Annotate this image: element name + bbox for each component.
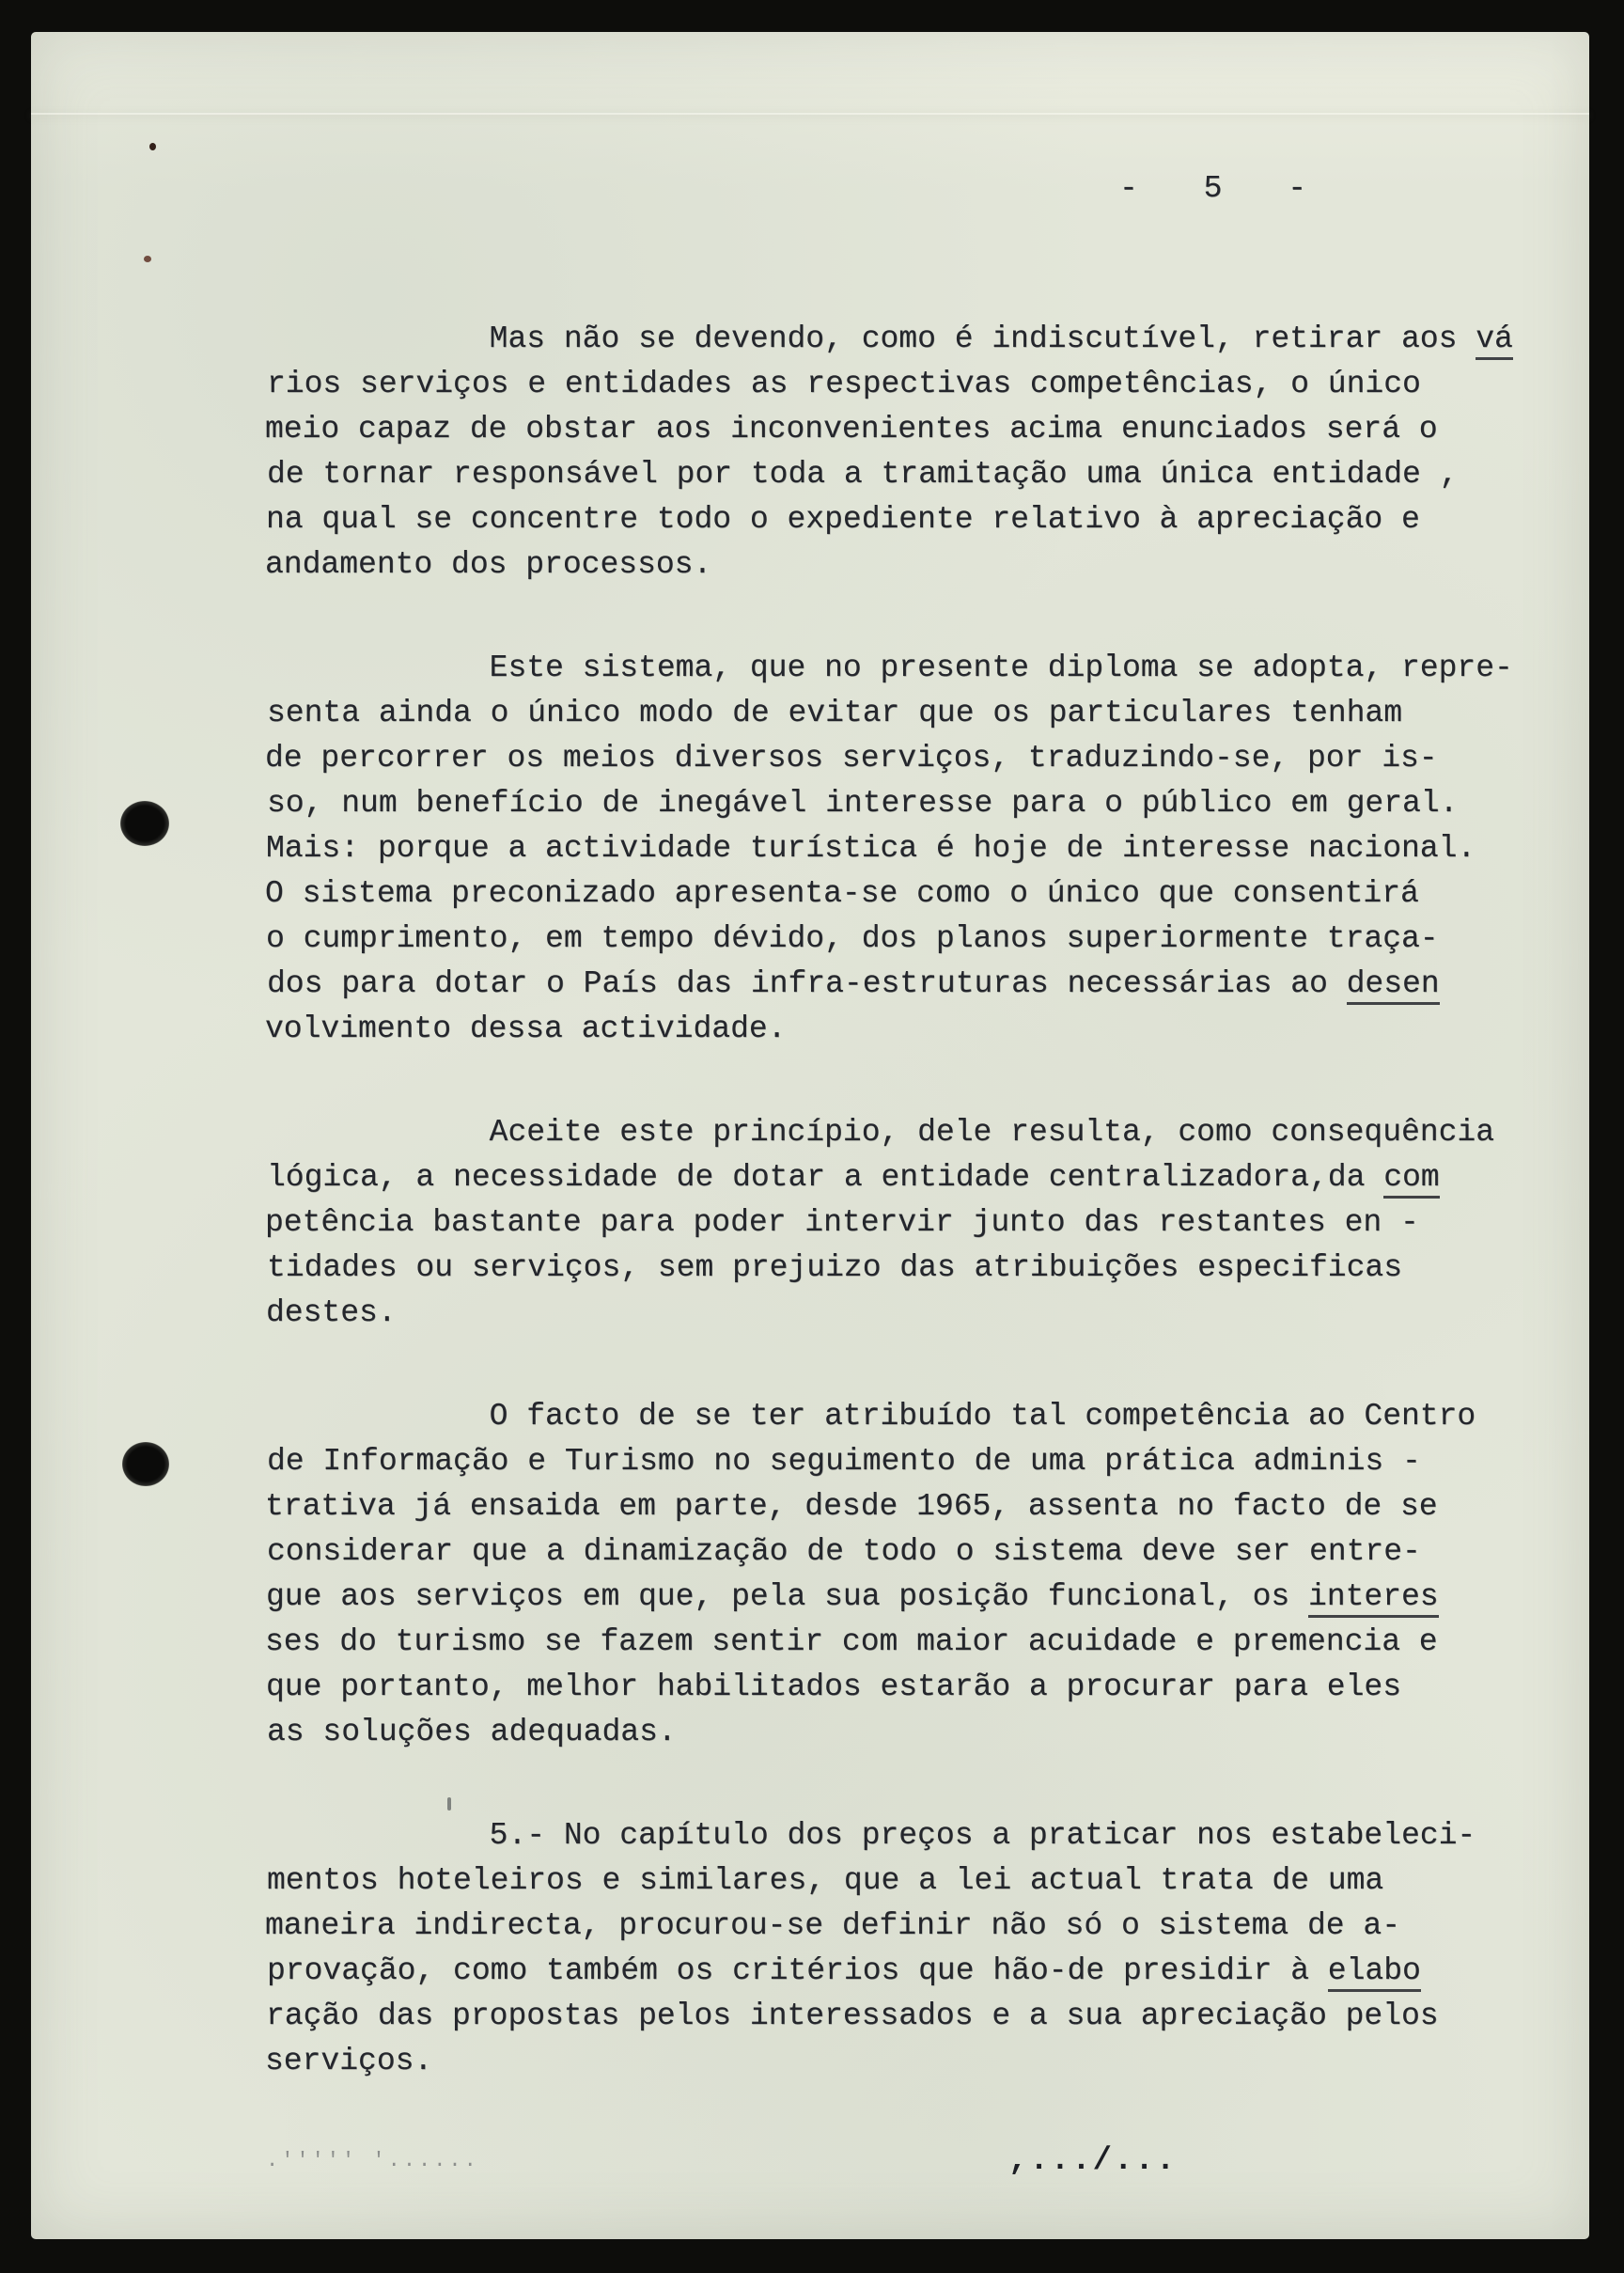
text-line: volvimento dessa actividade. [265, 1011, 787, 1046]
text-line: lógica, a necessidade de dotar a entidade centralizadora,da com [267, 1155, 1545, 1200]
paragraph [266, 1110, 1544, 1336]
hole-punch-bottom [122, 1442, 169, 1486]
text-line: considerar que a dinamização de todo o sistema deve ser entre- [267, 1534, 1421, 1569]
continuation-mark: ,.../... [1008, 2143, 1178, 2179]
text-line: meio capaz de obstar aos inconvenientes acima enunciados será o [265, 412, 1438, 447]
text-line: Mas não se devendo, como é indiscutível, retirar aos vá [266, 317, 1544, 362]
text-line: O facto de se ter atribuído tal competência ao Centro [266, 1399, 1476, 1434]
paragraph [266, 1813, 1544, 2084]
text-line: andamento dos processos. [265, 547, 712, 582]
text-line: Este sistema, que no presente diploma se adopta, repre- [266, 651, 1513, 685]
paper-speck [149, 143, 156, 150]
text-line: destes. [266, 1295, 397, 1330]
hole-punch-top [120, 801, 169, 846]
text-line: Mais: porque a actividade turística é hoje de interesse nacional. [266, 831, 1476, 866]
text-line: rios serviços e entidades as respectivas competências, o único [267, 367, 1421, 401]
paper-speck [447, 1797, 451, 1811]
page-number: - 5 - [1119, 171, 1307, 206]
text-line: dos para dotar o País das infra-estruturas necessárias ao desen [267, 962, 1545, 1007]
text-line: serviços. [265, 2044, 433, 2078]
text-line: maneira indirecta, procurou-se definir não só o sistema de a- [265, 1908, 1400, 1943]
text-line: senta ainda o único modo de evitar que os particulares tenham [267, 696, 1402, 730]
document-page [31, 32, 1589, 2239]
text-line: de percorrer os meios diversos serviços, traduzindo-se, por is- [265, 741, 1438, 776]
text-line: que portanto, melhor habilitados estarão a procurar para eles [266, 1669, 1401, 1704]
text-line: ração das propostas pelos interessados e a sua apreciação pelos [266, 1999, 1439, 2033]
paragraph [266, 1394, 1544, 1755]
text-line: o cumprimento, em tempo dévido, dos planos superiormente traça- [266, 921, 1439, 956]
text-line: O sistema preconizado apresenta-se como o único que consentirá [265, 876, 1419, 911]
text-line: trativa já ensaida em parte, desde 1965, assenta no facto de se [265, 1489, 1438, 1524]
paper-speck [144, 256, 151, 262]
pencil-smudge: .''''' '...... [266, 2149, 479, 2172]
document-body [266, 317, 1544, 2084]
text-line: de Informação e Turismo no seguimento de uma prática adminis - [267, 1444, 1421, 1479]
text-line: 5.- No capítulo dos preços a praticar nos estabeleci- [266, 1818, 1476, 1853]
text-line: so, num benefício de inegável interesse para o público em geral. [267, 786, 1459, 821]
paper-crease [31, 113, 1589, 115]
text-line: ses do turismo se fazem sentir com maior acuidade e premencia e [265, 1624, 1438, 1659]
text-line: Aceite este princípio, dele resulta, como consequência [266, 1115, 1495, 1150]
text-line: petência bastante para poder intervir junto das restantes en - [265, 1205, 1419, 1240]
text-line: na qual se concentre todo o expediente relativo à apreciação e [266, 502, 1420, 537]
text-line: mentos hoteleiros e similares, que a lei actual trata de uma [267, 1863, 1384, 1898]
text-line: gue aos serviços em que, pela sua posição funcional, os interes [266, 1575, 1544, 1620]
text-line: as soluções adequadas. [267, 1715, 677, 1749]
paragraph [266, 317, 1544, 588]
text-line: de tornar responsável por toda a tramitação uma única entidade , [267, 457, 1459, 492]
paragraph [266, 646, 1544, 1052]
text-line: provação, como também os critérios que hão-de presidir à elabo [267, 1949, 1545, 1994]
text-line: tidades ou serviços, sem prejuizo das atribuições especificas [267, 1250, 1402, 1285]
